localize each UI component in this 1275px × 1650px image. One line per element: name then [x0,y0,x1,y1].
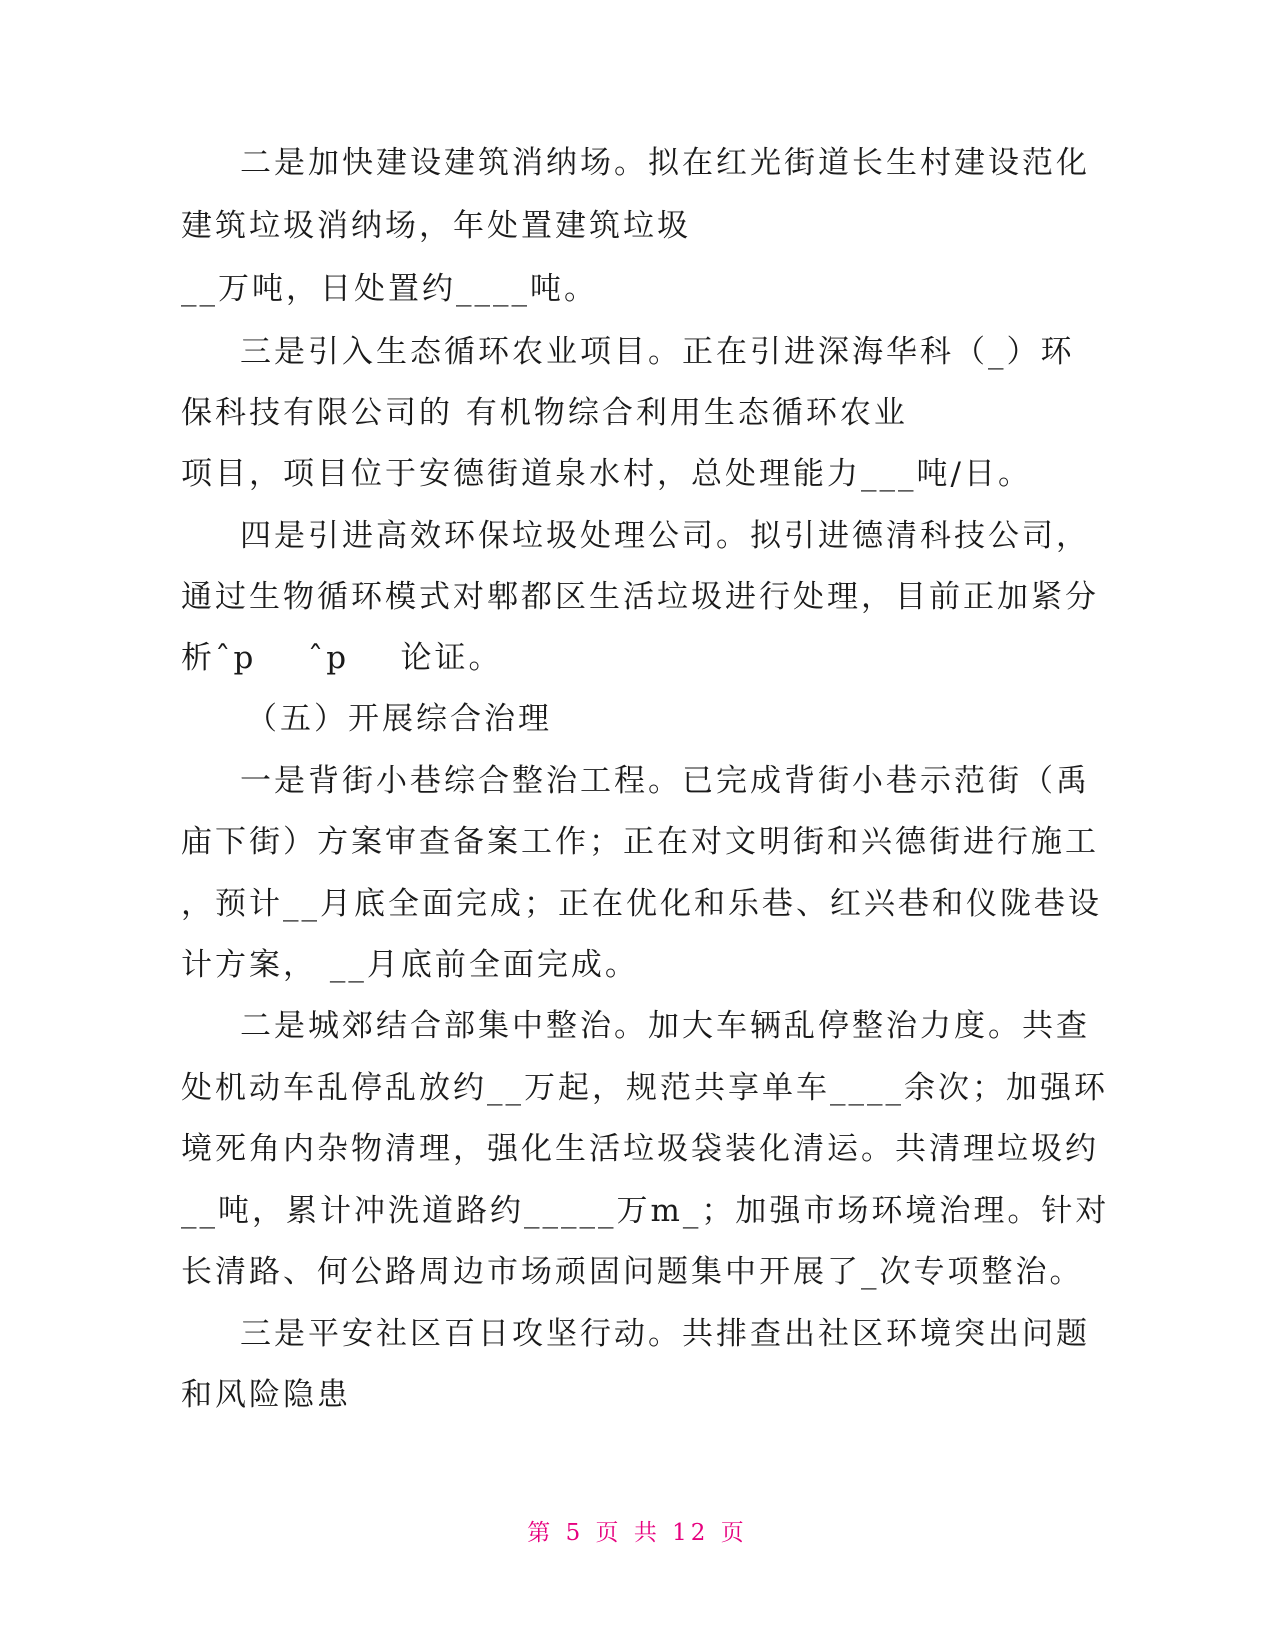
text-line: 通过生物循环模式对郫都区生活垃圾进行处理，目前正加紧分 [181,579,1099,615]
text-line: __万吨，日处置约____吨。 [181,271,598,307]
text-line: ，预计__月底全面完成；正在优化和乐巷、红兴巷和仪陇巷设 [181,886,1102,922]
page-number-footer: 第 5 页 共 12 页 [527,1520,748,1546]
text-line: 处机动车乱停乱放约__万起，规范共享单车____余次；加强环 [181,1070,1108,1106]
text-line: 析ˆp ˆp 论证。 [181,640,503,676]
text-line: 境死角内杂物清理，强化生活垃圾袋装化清运。共清理垃圾约 [181,1131,1099,1167]
section-heading: （五）开展综合治理 [246,701,552,737]
text-line: 四是引进高效环保垃圾处理公司。拟引进德清科技公司， [240,518,1090,554]
text-line: 建筑垃圾消纳场，年处置建筑垃圾 [181,208,691,244]
text-line: 一是背街小巷综合整治工程。已完成背街小巷示范街（禹 [240,763,1090,799]
text-line: 二是城郊结合部集中整治。加大车辆乱停整治力度。共查 [240,1008,1090,1044]
text-line: 长清路、何公路周边市场顽固问题集中开展了_次专项整治。 [181,1254,1084,1290]
text-line: 三是引入生态循环农业项目。正在引进深海华科（_）环 [240,334,1075,370]
text-line: 三是平安社区百日攻坚行动。共排查出社区环境突出问题 [240,1316,1090,1352]
text-line: 保科技有限公司的 有机物综合利用生态循环农业 [181,395,908,431]
text-line: 和风险隐患 [181,1377,351,1413]
text-line: 二是加快建设建筑消纳场。拟在红光街道长生村建设范化 [240,145,1090,181]
text-line: 庙下街）方案审查备案工作；正在对文明街和兴德街进行施工 [181,824,1099,860]
text-line: 项目，项目位于安德街道泉水村，总处理能力___吨/日。 [181,456,1032,492]
text-line: __吨，累计冲洗道路约_____万m_；加强市场环境治理。针对 [181,1193,1110,1229]
text-line: 计方案， __月底前全面完成。 [181,947,639,983]
